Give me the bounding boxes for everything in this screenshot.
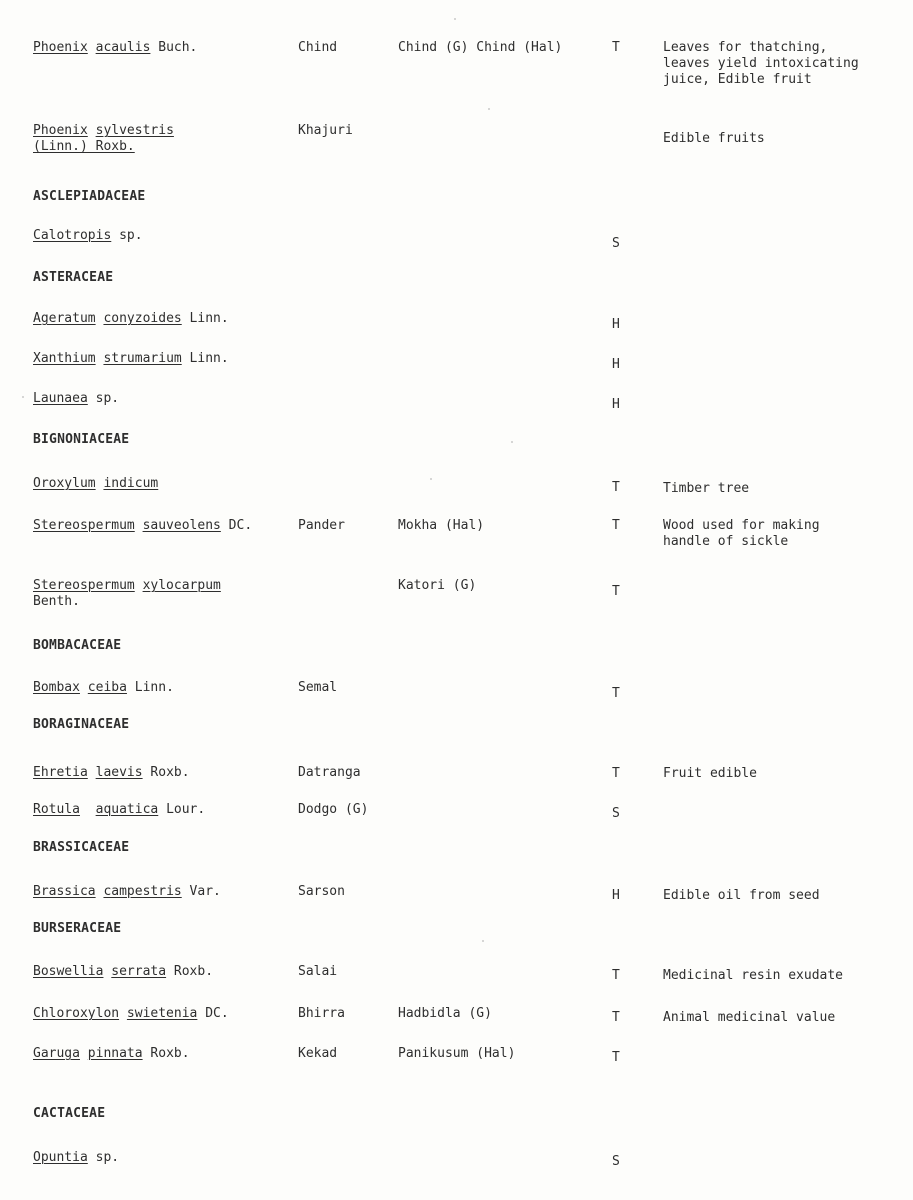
habit: S [612, 806, 620, 821]
species-name [33, 802, 283, 818]
species-epithet: indicum [103, 476, 159, 491]
local-name: Khajuri [298, 123, 353, 138]
genus: Phoenix [33, 123, 88, 138]
species-epithet: serrata [111, 964, 167, 979]
family-heading: BIGNONIACEAE [33, 432, 130, 447]
author: sp. [87, 1150, 120, 1165]
species-name [33, 1046, 283, 1062]
scan-speck [488, 108, 490, 110]
family-heading: ASTERACEAE [33, 270, 114, 285]
species-name [33, 391, 283, 407]
local-name: Kekad [298, 1046, 338, 1061]
habit: T [612, 584, 620, 599]
uses: Medicinal resin exudate [663, 968, 844, 983]
species-name [33, 351, 283, 367]
scan-speck [430, 478, 432, 480]
species-name [33, 518, 283, 534]
habit: T [612, 766, 620, 781]
author: Linn. [126, 680, 174, 695]
scan-speck [482, 940, 484, 942]
genus: Oroxylum [33, 476, 96, 491]
family-heading: BURSERACEAE [33, 921, 122, 936]
family-heading: ASCLEPIADACEAE [33, 189, 146, 204]
author: Benth. [33, 594, 80, 609]
scan-speck [454, 18, 456, 20]
species-epithet: xylocarpum [142, 578, 221, 593]
local-name-2: Katori (G) [398, 578, 477, 593]
habit: T [612, 480, 620, 495]
local-name: Bhirra [298, 1006, 345, 1021]
habit: S [612, 236, 620, 251]
uses: Animal medicinal value [663, 1010, 836, 1025]
genus: Bombax [33, 680, 80, 695]
author: Buch. [150, 40, 198, 55]
species-name [33, 476, 283, 492]
genus: Rotula [33, 802, 80, 817]
species-epithet: acaulis [95, 40, 151, 55]
genus: Boswellia [33, 964, 104, 979]
local-name-2: Mokha (Hal) [398, 518, 485, 533]
local-name-2: Panikusum (Hal) [398, 1046, 516, 1061]
author: Linn. [181, 351, 229, 366]
local-name-2: Hadbidla (G) [398, 1006, 492, 1021]
author: (Linn.) Roxb. [33, 139, 135, 154]
scan-speck [511, 441, 513, 443]
habit: H [612, 397, 620, 412]
uses: Edible oil from seed [663, 888, 820, 903]
species-epithet: ceiba [87, 680, 127, 695]
family-heading: CACTACEAE [33, 1106, 106, 1121]
genus: Calotropis [33, 228, 112, 243]
author: DC. [197, 1006, 229, 1021]
species-name [33, 40, 283, 56]
species-name [33, 1150, 283, 1166]
family-heading: BOMBACACEAE [33, 638, 122, 653]
genus: Brassica [33, 884, 96, 899]
species-epithet: campestris [103, 884, 182, 899]
author: Roxb. [142, 765, 190, 780]
author: Roxb. [142, 1046, 190, 1061]
uses: Timber tree [663, 481, 750, 496]
uses: Leaves for thatching, leaves yield intoxicating juice, Edible fruit [663, 40, 859, 87]
species-epithet: conyzoides [103, 311, 182, 326]
species-name [33, 123, 283, 155]
author: DC. [220, 518, 253, 533]
habit: T [612, 1010, 620, 1025]
species-name [33, 311, 283, 327]
uses: Edible fruits [663, 131, 765, 146]
local-name: Datranga [298, 765, 361, 780]
habit: H [612, 357, 620, 372]
author: Linn. [181, 311, 229, 326]
genus: Ehretia [33, 765, 88, 780]
genus: Stereospermum [33, 518, 135, 533]
family-heading: BRASSICACEAE [33, 840, 130, 855]
species-name [33, 1006, 283, 1022]
species-epithet: pinnata [87, 1046, 143, 1061]
uses: Wood used for making handle of sickle [663, 518, 820, 549]
local-name: Sarson [298, 884, 345, 899]
genus: Chloroxylon [33, 1006, 120, 1021]
species-epithet: sylvestris [95, 123, 174, 138]
species-name [33, 578, 283, 610]
local-name: Chind [298, 40, 338, 55]
uses: Fruit edible [663, 766, 757, 781]
local-name: Pander [298, 518, 345, 533]
local-name: Semal [298, 680, 338, 695]
habit: H [612, 317, 620, 332]
species-name [33, 228, 283, 244]
species-epithet: swietenia [126, 1006, 198, 1021]
habit: T [612, 968, 620, 983]
family-heading: BORAGINACEAE [33, 717, 130, 732]
habit: T [612, 518, 620, 533]
local-name-2: Chind (G) Chind (Hal) [398, 40, 563, 55]
genus: Stereospermum [33, 578, 135, 593]
genus: Ageratum [33, 311, 96, 326]
genus: Garuga [33, 1046, 80, 1061]
scan-speck [22, 396, 24, 398]
genus: Opuntia [33, 1150, 88, 1165]
habit: H [612, 888, 620, 903]
species-name [33, 680, 283, 696]
habit: T [612, 686, 620, 701]
author: Var. [181, 884, 221, 899]
species-name [33, 765, 283, 781]
species-epithet: laevis [95, 765, 143, 780]
species-name [33, 884, 283, 900]
genus: Phoenix [33, 40, 88, 55]
genus: Launaea [33, 391, 88, 406]
species-epithet: strumarium [103, 351, 182, 366]
species-epithet: aquatica [95, 802, 159, 817]
local-name: Dodgo (G) [298, 802, 369, 817]
author: Roxb. [166, 964, 214, 979]
genus: Xanthium [33, 351, 96, 366]
author: Lour. [158, 802, 206, 817]
habit: T [612, 1050, 620, 1065]
author: sp. [111, 228, 143, 243]
habit: T [612, 40, 620, 55]
habit: S [612, 1154, 620, 1169]
author: sp. [87, 391, 120, 406]
species-epithet: sauveolens [142, 518, 221, 533]
species-name [33, 964, 283, 980]
local-name: Salai [298, 964, 338, 979]
